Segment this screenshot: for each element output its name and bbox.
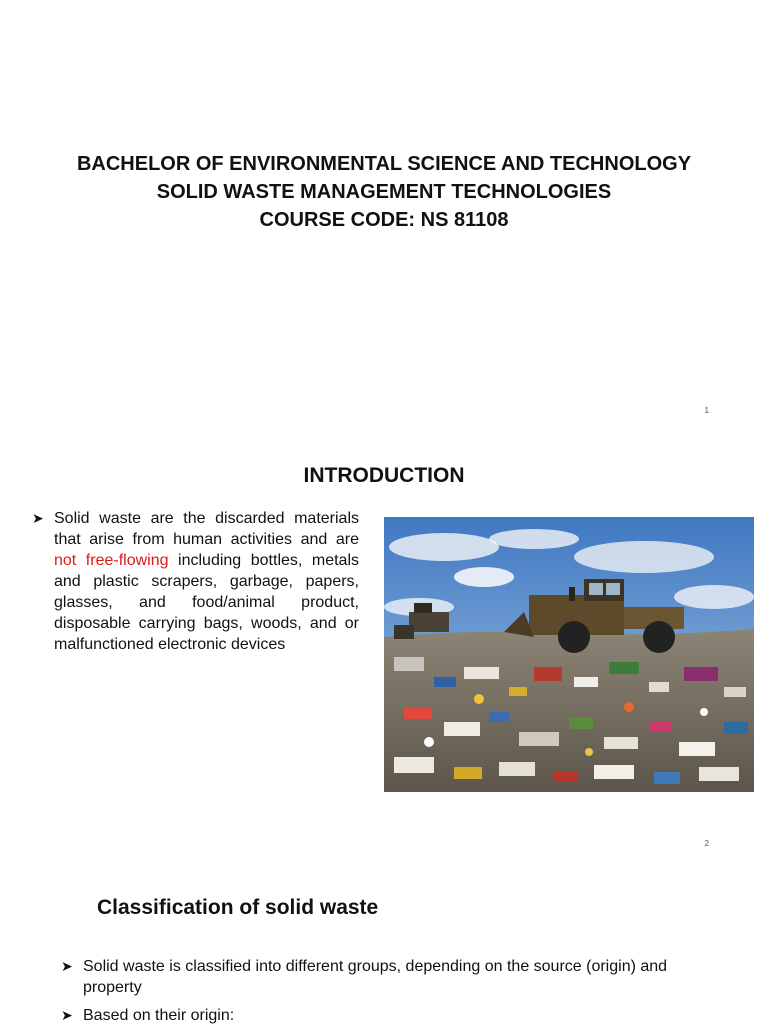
title-line-course: SOLID WASTE MANAGEMENT TECHNOLOGIES (156, 181, 612, 203)
title-line-code: COURSE CODE: NS 81108 (259, 209, 509, 231)
title-block (0, 150, 768, 234)
bullet-text: Based on their origin: (83, 1007, 235, 1024)
introduction-slide (0, 432, 768, 862)
page-number: 2 (704, 839, 709, 848)
arrow-bullet-icon: ➤ (61, 958, 73, 974)
page-number: 1 (704, 406, 709, 415)
classification-slide (0, 864, 768, 1024)
bullet-text (54, 508, 359, 655)
title-line-program: BACHELOR OF ENVIRONMENTAL SCIENCE AND TECHNOLOGY (76, 153, 692, 175)
bullet-text-start: Solid waste are the discarded materials that arise from human activities and are (54, 510, 359, 548)
bullet-text-end: including bottles, metals and plastic scrapers, garbage, papers, glasses, and food/animal product, disposable carrying bags, woods, and or malfunctioned electronic devices (54, 552, 360, 653)
slide-heading: Classification of solid waste (97, 896, 379, 919)
title-slide (0, 0, 768, 430)
arrow-bullet-icon: ➤ (61, 1007, 73, 1023)
slide-heading: INTRODUCTION (303, 464, 465, 487)
list-item (61, 1005, 721, 1026)
highlight-text: not free-flowing (54, 552, 169, 569)
bullet-text: Solid waste is classified into different groups, depending on the source (origin) and property (83, 958, 668, 996)
list-item (61, 956, 721, 998)
arrow-bullet-icon: ➤ (32, 510, 44, 526)
list-item (32, 508, 359, 655)
landfill-photo (384, 517, 754, 792)
